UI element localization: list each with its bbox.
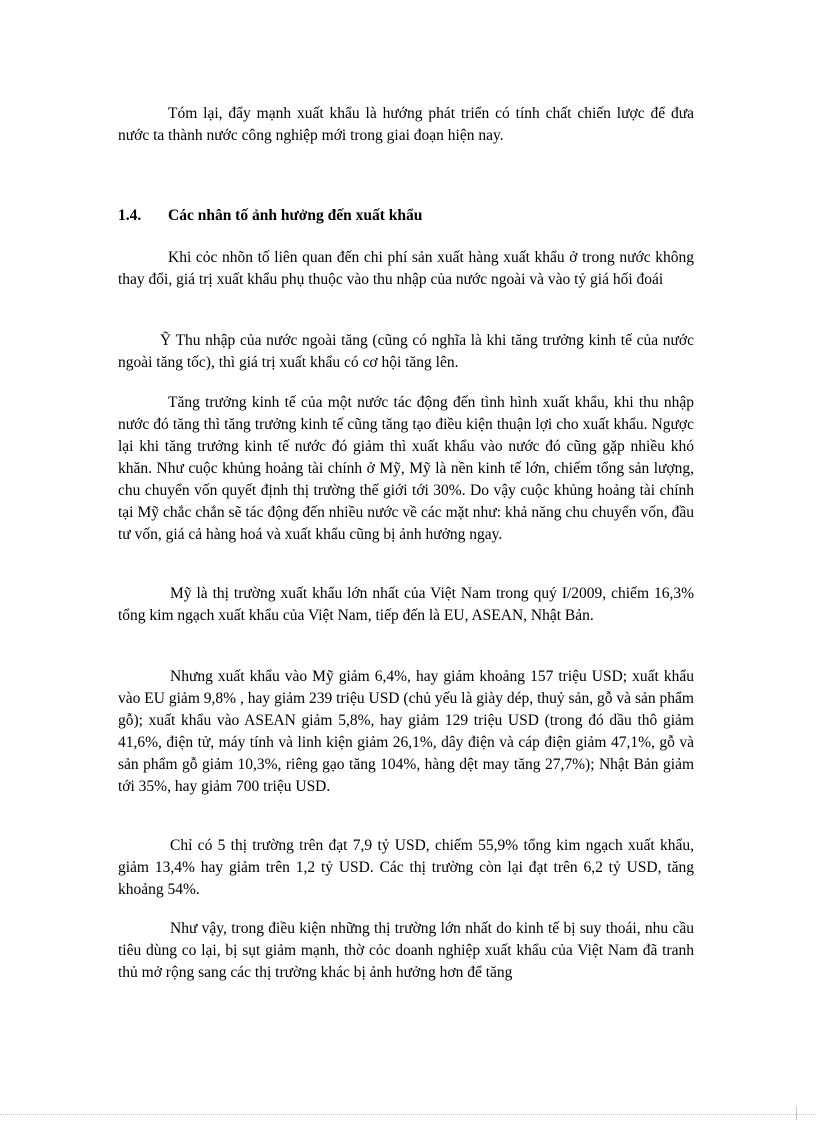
page-corner-mark [796, 1106, 797, 1120]
paragraph-factors-intro: Khi cỏc nhõn tố liên quan đến chi phí sản xuất hàng xuất khẩu ở trong nước không thay đổi, giá trị xuất khẩu phụ thuộc vào thu nhập của nước ngoài và vào tỷ giá hối đoái [118, 249, 694, 288]
section-title: Các nhân tố ảnh hưởng đến xuất khẩu [168, 207, 423, 224]
section-number: 1.4. [118, 207, 142, 224]
paragraph-foreign-income: Ỹ Thu nhập của nước ngoài tăng (cũng có nghĩa là khi tăng trưởng kinh tế của nước ngoài tăng tốc), thì giá trị xuất khẩu có cơ hội tăng lên. [118, 332, 694, 371]
paragraph-economic-growth: Tăng trưởng kinh tế của một nước tác động đến tình hình xuất khẩu, khi thu nhập nước đó tăng thì tăng trưởng kinh tế cũng tăng tạo điều kiện thuận lợi cho xuất khẩu. Ngược lại khi tăng trưởng kinh tế nước đó giảm thì xuất khẩu vào nước đó cũng gặp nhiều khó khăn. Như cuộc khủng hoảng tài chính ở Mỹ, Mỹ là nền kinh tế lớn, chiếm tổng sản lượng, chu chuyển vốn quyết định thị trường thế giới tới 30%. Do vậy cuộc khủng hoảng tài chính tại Mỹ chắc chắn sẽ tác động đến nhiều nước về các mặt như: khả năng chu chuyển vốn, đầu tư vốn, giá cả hàng hoá và xuất khẩu cũng bị ảnh hưởng ngay. [118, 394, 694, 543]
paragraph-conclusion-markets: Như vậy, trong điều kiện những thị trường lớn nhất do kinh tế bị suy thoái, nhu cầu tiêu dùng co lại, bị sụt giảm mạnh, thờ cỏc doanh nghiệp xuất khẩu của Việt Nam đã tranh thủ mở rộng sang các thị trường khác bị ảnh hưởng hơn để tăng [118, 920, 694, 981]
paragraph-export-decline: Nhưng xuất khẩu vào Mỹ giảm 6,4%, hay giảm khoảng 157 triệu USD; xuất khẩu vào EU giảm 9,8% , hay giảm 239 triệu USD (chủ yếu là giày dép, thuỷ sản, gỗ và sản phẩm gỗ); xuất khẩu vào ASEAN giảm 5,8%, hay giảm 129 triệu USD (trong đó dầu thô giảm 41,6%, điện tử, máy tính và linh kiện giảm 26,1%, dây điện và cáp điện giảm 47,1%, gỗ và sản phẩm gỗ giảm 10,3%, riêng gạo tăng 104%, hàng dệt may tăng 27,7%); Nhật Bản giảm tới 35%, hay giảm 700 triệu USD. [118, 668, 694, 795]
page-bottom-border [0, 1114, 816, 1115]
section-heading [118, 205, 422, 227]
paragraph-us-market: Mỹ là thị trường xuất khẩu lớn nhất của Việt Nam trong quý I/2009, chiếm 16,3% tổng kim ngạch xuất khẩu của Việt Nam, tiếp đến là EU, ASEAN, Nhật Bản. [118, 585, 694, 624]
paragraph-five-markets: Chỉ có 5 thị trường trên đạt 7,9 tỷ USD, chiếm 55,9% tổng kim ngạch xuất khẩu, giảm 13,4% hay giảm trên 1,2 tỷ USD. Các thị trường còn lại đạt trên 6,2 tỷ USD, tăng khoảng 54%. [118, 837, 694, 898]
paragraph-conclusion: Tóm lại, đẩy mạnh xuất khẩu là hướng phát triển có tính chất chiến lược để đưa nước ta thành nước công nghiệp mới trong giai đoạn hiện nay. [118, 105, 694, 144]
